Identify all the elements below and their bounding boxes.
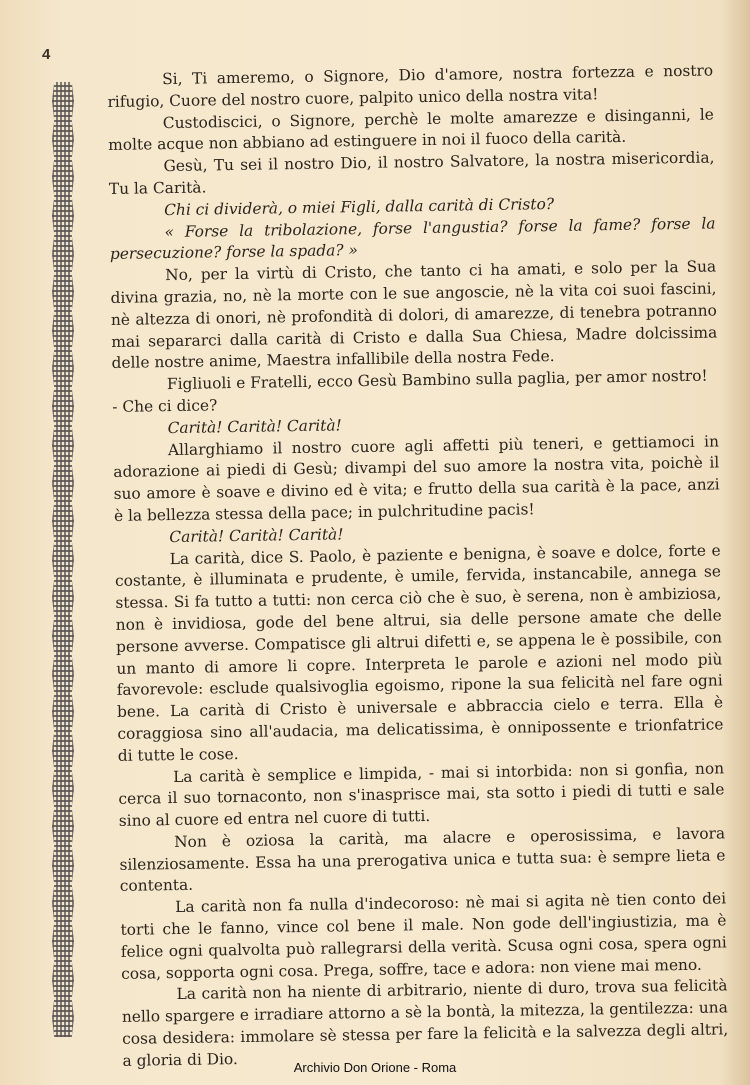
paragraph: Custodiscici, o Signore, perchè le molte amarezze e disinganni, le molte acque non abbiano ad estinguere in noi il fuoco della carità. <box>108 105 714 155</box>
paragraph-italic: Carità! Carità! Carità! <box>167 416 342 437</box>
paragraph: Si, Ti ameremo, o Signore, Dio d'amore, nostra fortezza e nostro rifugio, Cuore del nostro cuore, palpito unico della nostra vita! <box>107 61 714 111</box>
paragraph: No, per la virtù di Cristo, che tanto ci ha amati, e solo per la Sua divina grazia, no, nè la morte con le sue angoscie, nè la vita coi suoi fascini, nè altezza di onori, nè profondità di dolori, di amarezze, di tenebra potranno mai separarci dalla carità di Cristo e dalla Sua Chiesa, Madre dolcissima delle nostre anime, Maestra infallibile della nostra Fede. <box>110 257 718 373</box>
body-text <box>107 60 729 1072</box>
paragraph-italic: Carità! Carità! Carità! <box>169 525 344 546</box>
archive-footer: Archivio Don Orione - Roma <box>293 1060 457 1075</box>
page-number: 4 <box>42 46 51 63</box>
paragraph: La carità non fa nulla d'indecoroso: nè mai si agita nè tien conto dei torti che le fanno, vince col bene il male. Non gode dell'ingiustizia, ma è felice ogni qualvolta può rallegrarsi della verità. Scusa ogni cosa, spera ogni cosa, sopporta ogni cosa. Prega, soffre, tace e adora: non viene mai meno. <box>120 889 727 983</box>
paragraph: La carità è semplice e limpida, - mai si intorbida: non si gonfia, non cerca il suo tornaconto, non s'inasprisce mai, sta sotto i piedi di tutti e sale sino al cuore ed entra nel cuore di tutti. <box>118 758 725 830</box>
paragraph: Non è oziosa la carità, ma alacre e operosissima, e lavora silenziosamente. Essa ha una prerogativa unica e tutta sua: è sempre lieta e contenta. <box>119 824 726 896</box>
paragraph: Figliuoli e Fratelli, ecco Gesù Bambino sulla paglia, per amor nostro! <box>166 366 708 394</box>
decorative-border-ornament <box>52 82 74 1037</box>
paragraph: - Che ci dice? <box>112 396 218 416</box>
paragraph: La carità, dice S. Paolo, è paziente e benigna, è soave e dolce, forte e costante, è illuminata e prudente, è umile, fervida, instancabile, annega se stessa. Si fa tutto a tutti: non cerca ciò che è suo, è serena, non è ambiziosa, non è invidiosa, gode del bene altrui, sia delle persone amate che delle persone avverse. Compatisce gli altrui difetti e, se appena le è possibile, con un manto di amore li copre. Interpreta le parole e azioni nel modo più favorevole: esclude qualsivoglia egoismo, ripone la sua felicità nel fare ogni bene. La carità di Cristo è universale e abbraccia cielo e terra. Ella è coraggiosa sino all'audacia, ma delicatissima, è onnipossente e trionfatrice di tutte le cose. <box>114 540 724 765</box>
paragraph-italic: « Forse la tribolazione, forse l'angustia? forse la fame? forse la persecuzione? forse la spada? » <box>109 214 716 264</box>
paragraph-italic: Chi ci dividerà, o miei Figli, dalla carità di Cristo? <box>164 194 555 219</box>
paragraph: Gesù, Tu sei il nostro Dio, il nostro Salvatore, la nostra misericordia, Tu la Carità. <box>108 148 715 198</box>
paragraph: Allarghiamo il nostro cuore agli affetti più teneri, e gettiamoci in adorazione ai piedi di Gesù; divampi del suo amore la nostra vita, poichè il suo amore è soave e divino ed è vita; e frutto della sua carità è la pace, anzi è la bellezza stessa della pace; in pulchritudine pacis! <box>113 431 720 525</box>
paragraph: La carità non ha niente di arbitrario, niente di duro, trova sua felicità nello spargere e irradiare attorno a sè la bontà, la mitezza, la gentilezza: una cosa desidera: immolare sè stessa per fare la felicità e la salvezza degli altri, a gloria di Dio. <box>121 976 729 1070</box>
